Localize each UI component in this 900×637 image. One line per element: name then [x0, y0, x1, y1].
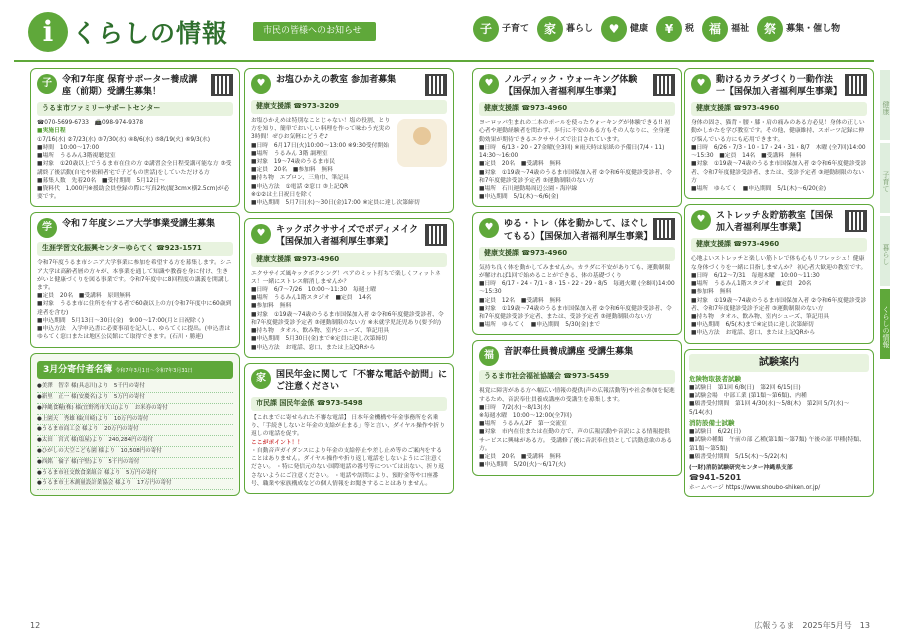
exam-guide [684, 349, 874, 497]
category-icon: ♥ [601, 16, 627, 42]
article-body: 心地よいストレッチと楽しい筋トレで体も心もリフレッシュ！健康な身体づくりを一緒に目指しませんか？ 初心者大歓迎の教室です。 [691, 256, 867, 271]
side-tab[interactable]: 暮らし [880, 216, 890, 286]
detail-row: ■対象 19～74歳のうるま市民 [251, 159, 335, 166]
page-subtitle: 市民の皆様へのお知らせ [253, 22, 376, 41]
detail-row: ■対象 うるま市に住所を有する者で60歳以上の方(令和7年度中に60歳到達者を含む) [37, 301, 232, 316]
schedule-dates: ①7/16(水) ②7/23(水) ③7/30(水) ④8/6(水) ⑤8/19(火) ⑥9/3(水) [37, 136, 211, 143]
detail-row: ●太田 宮式 様(塩屋)より 240,284円の寄付 [37, 436, 233, 447]
detail-row: ■持ち物 エプロン、三角巾、筆記具 [251, 175, 349, 182]
category-label: 子育て [502, 23, 530, 34]
category-0 [473, 16, 529, 42]
qr-code-icon[interactable] [653, 74, 675, 96]
qr-code-icon[interactable] [845, 210, 867, 232]
page-number-left: 12 [30, 620, 41, 630]
cooking-illustration [397, 119, 447, 167]
detail-row: ■対象 ①19歳～74歳のうるま市国保加入者 ②令和6年度健診受診者、令和7年度健診受診予定者 ③運動制限のない方 [691, 297, 867, 312]
article-body: 気持ち良く体を動かしてみませんか。カラダに不安がありても、運動制限が解ければ1回で始めることができる、体の基礎づくり [479, 264, 671, 279]
detail-row: ■申込期間 5月13日～30日(金) 9:00～17:00(月と日祝除く) [37, 317, 205, 324]
health-icon: ♥ [691, 74, 711, 94]
info-icon: i [28, 12, 68, 52]
detail-row: ■日時 6/7～7/26 10:00～11:30 毎週土曜 [251, 287, 377, 293]
exam-homepage[interactable]: ホームページ https://www.shoubo-shiken.or.jp/ [689, 484, 821, 491]
article-body: ヨーロッパ生まれの二本のポールを使ったウォーキングが体験できる!! 初心者や運動経験者を問わず、歩行に不安のある方もその人なりに、全身運動効果が期待できるエクササイズで注目されています。 [479, 120, 671, 143]
kickboxing-article [244, 218, 454, 357]
place: ■場所 うるみん3階視聴覚室 [37, 153, 116, 160]
detail-row: ■申込期間 5/1(木)～6/6(金) [479, 194, 559, 201]
capacity: ■募集人数 先着20名 ■受付期間 5月12日～ [37, 177, 165, 184]
detail-row: ■対象 ①19歳～74歳のうるま市国保加入者 ②令和6年度健診受診者、令和7年度健診受診予定者、または、受診予定者 ③運動制限のない方 [479, 305, 672, 320]
audio-volunteer-article [472, 340, 682, 475]
detail-row: ■定員 20名 ■受講料 無料 [479, 161, 562, 168]
detail-row: ■申込期間 5月7日(水)～30日(金)17:00 ※定員に達し次第締切 [251, 200, 420, 207]
detail-row: ■申込期間 5月30日(金)まで※定員に達し次第締切 [251, 336, 388, 343]
category-3 [656, 16, 694, 42]
category-label: 健康 [630, 23, 649, 34]
childcare-icon: 子 [37, 74, 57, 94]
exam-section-fire-equipment: 消防設備士試験 [689, 418, 735, 427]
article-title: 音訳奉仕員養成講座 受講生募集 [504, 347, 634, 358]
detail-row: ■申込期間 5/20(火)～6/17(火) [479, 462, 566, 469]
detail-row: ■対象 ①19歳～74歳のうるま市国保加入者 ②令和6年度健診受診者、令和7年度健診受診者、または、受診予定者 ③運動制限のない方 [691, 161, 867, 184]
detail-row: ■場所 石川運動場周辺公園・海岸線 [479, 185, 578, 192]
schedule-label: ■実施日程 [37, 128, 66, 135]
donor-title: 3月分寄付者名簿 [43, 364, 113, 375]
organizer: 健康支援課 ☎973-4960 [479, 247, 675, 261]
article-body: 身体の固さ、猫背・腰・膝・肩の痛みのある方必見！身体の正しい動かしかたを学び教室です。その他、健康維持、スポーツ記録に伸び悩んでいる方にも応用できます。 [691, 120, 865, 143]
detail-row: ■試験日 6/22(日) [689, 429, 742, 436]
qr-code-icon[interactable] [845, 74, 867, 96]
movement-class-article [684, 68, 874, 199]
detail-row: ■場所 うるみん 3階 調理室 [251, 150, 328, 157]
article-title: 令和７年度シニア大学事業受講生募集 [62, 219, 216, 230]
detail-row: ■日時 6/17・24・7/1・8・15・22・29・8/5 毎週火曜 (全8回)14:00～15:30 [479, 281, 675, 296]
category-5 [757, 16, 840, 42]
exam-section-hazmat: 危険物取扱者試験 [689, 374, 741, 383]
detail-row: ※①②は土日祝日を除く [251, 191, 313, 198]
detail-row: ■日時 7/2(水)～8/13(水) [479, 404, 551, 411]
detail-row: ●沖縄食糧(株) 様(宜野湾市大山)より お米券の寄付 [37, 404, 233, 415]
exam-contact: (一財)消防試験研究センター沖縄県支部 [689, 464, 793, 471]
detail-row: ■参加料 無料 [691, 289, 732, 296]
detail-row: ●ひがしの大空こども園 様より 10,508円の寄付 [37, 447, 233, 458]
detail-row: ■申込期間 6/5(木)まで※定員に達し次第締切 [691, 322, 814, 329]
childcare-supporter-article [30, 68, 240, 207]
detail-row: ■持ち物 タオル、飲み物、室内シューズ、筆記用具 [691, 313, 830, 320]
detail-row: ■対象 市内在住または在勤の方で、声の広報活動や音訳による情報提供サービスに興味がある方。 受講修了後に音訳奉仕員として活動意欲のある方。 [479, 429, 673, 452]
article-body: エクササイズ風キックボクシング！ペアのミット打ちで楽しくフィットネス！一緒にストレス解消しませんか？ [251, 270, 441, 285]
column-2 [244, 68, 454, 499]
detail-row: ■定員 20名 ■受講料 原則無料 [37, 293, 131, 300]
detail-row: ●西銘 倫子 様(宇堅)より 5千円の寄付 [37, 458, 233, 469]
nordic-walking-article [472, 68, 682, 207]
column-3 [472, 68, 682, 481]
detail-row: ●うるま市社交飲食業組合 様より 5万円の寄付 [37, 469, 233, 480]
detail-row: ■願書受付期間 5/15(木)～5/22(木) [689, 453, 788, 460]
article-body: 令和7年度うるま市シニア大学事業に参加を希望する方を募集します。シニア大学は高齢者層の方々が、本事業を通して知識や教養を身に付け、生きがいと健康づくりを図る事業です。令和7年度中に8回程度の講義を開講します。 [37, 260, 232, 291]
detail-row: ●新里 正一 様(安慶名)より 5万円の寄付 [37, 393, 233, 404]
article-title: お塩ひかえの教室 参加者募集 [276, 75, 397, 85]
category-4 [702, 16, 749, 42]
exam-phone: ☎941-5201 [689, 473, 742, 483]
detail-row: ●うるま市土木測量設計業協会 様より 17万円の寄付 [37, 479, 233, 490]
detail-row: ■申込方法 お電話、窓口、または上記QRから [691, 330, 816, 337]
header-divider [14, 60, 874, 62]
detail-row: ■場所 うるみん1階スタジオ ■定員 20名 [691, 281, 812, 288]
attention-points: ・自動音声ガイダンスにより年金の支給停止や差し止め等のご案内をすることはありません。ダイヤル操作や折り返し電話をしないようにご注意ください。 ・特に発信元のない国際電話の番号等については出ない、折り返さないようにご注意ください。 ・電話や訪問により、預貯金等や口座番号、職業や家族構成などの個人情報をお聞きすることはありません。 [251, 447, 445, 487]
organizer: 市民課 国民年金係 ☎973-5498 [251, 397, 447, 411]
detail-row: ■申込方法 ①電話 ②窓口 ③上記QR [251, 183, 349, 190]
article-body: お塩ひかえめは特別なことじゃない！塩の役割、とり方を知り、簡単でおいしい料理を作って味わう充実の3時間！ぜひお気軽にどうぞ♪ [251, 117, 391, 141]
organizer: 健康支援課 ☎973-4960 [691, 238, 867, 252]
qr-code-icon[interactable] [211, 74, 233, 96]
category-icon: 祭 [757, 16, 783, 42]
category-label: 暮らし [566, 23, 594, 34]
page-number-right: 広報うるま 2025年5月号 13 [754, 620, 870, 630]
category-icon: 家 [537, 16, 563, 42]
detail-row: ●上園天 秀雄 様(川崎)より 10万円の寄付 [37, 415, 233, 426]
yuru-training-article [472, 212, 682, 335]
detail-row: ■場所 ゆらてく ■申込期間 5/30(金)まで [479, 322, 601, 329]
article-title: ストレッチ＆貯筋教室【国保加入者福利厚生事業】 [716, 211, 833, 234]
health-icon: ♥ [251, 224, 271, 244]
article-title: 令和7年度 保育サポーター養成講座（前期）受講生募集！ [62, 75, 198, 98]
category-1 [537, 16, 593, 42]
category-label: 募集・催し物 [786, 23, 841, 34]
category-icon: 子 [473, 16, 499, 42]
article-body: 【これまでに寄せられた不審な電話】 日本年金機構や年金事務所を名乗り、「手続きしないと年金の支給が止まる」等と言い、ダイヤル操作や折り返しの電話を促す。 [251, 414, 446, 438]
fee: ■資料代 1,000円※援助会員登録の際に写真2枚(縦3cm×横2.5cm)が必要です。 [37, 185, 230, 201]
category-icon: 福 [702, 16, 728, 42]
category-legend [473, 16, 840, 42]
organizer: 健康支援課 ☎973-4960 [479, 102, 675, 116]
detail-row: ●美澤 智幸 様(具志川)より 5千円の寄付 [37, 382, 233, 393]
qr-code-icon[interactable] [425, 224, 447, 246]
article-body: 視覚に障害がある方へ幅広い情報の提供(声の広報活動等)や社会参加を促進するため、音訳奉仕員養成講座の受講生を募集します。 [479, 388, 675, 403]
organizer: 健康支援課 ☎973-4960 [691, 102, 867, 116]
detail-row: ■定員 20名 ■参加料 無料 [251, 167, 334, 174]
category-label: 福祉 [731, 23, 750, 34]
category-2 [601, 16, 648, 42]
detail-row: ■試験会場 中部工業 (第1類～第6類)、内種 [689, 393, 807, 400]
target: ■対象 ①20歳以上でうるま市在住の方 ②講習会全日程受講可能な方 ③受講終了後活動(自宅や依頼者宅で子どもの世話)をしていただける方 [37, 161, 232, 176]
category-icon: ¥ [656, 16, 682, 42]
detail-row: ■対象 ①19歳～74歳のうるま市国保加入者 ②令和6年度健診受診者、令和7年度健診受診予定者 ③運動制限のない方 ※未就学児託児あり(要予約) [251, 311, 444, 326]
senior-icon: 学 [37, 218, 57, 238]
organizer: うるま市社会福祉協議会 ☎973-5459 [479, 370, 675, 384]
organizer: 生涯学習文化振興センターゆらてく ☎923-1571 [37, 242, 233, 256]
detail-row: ■場所 うるみん2F 第一交流室 [479, 421, 567, 428]
health-icon: ♥ [251, 74, 271, 94]
detail-row: ■日時 6/12～7/31 毎週木曜 10:00～11:30 [691, 272, 820, 279]
column-1 [30, 68, 240, 501]
detail-row: ※毎週水曜 10:00～12:00(全7回) [479, 412, 572, 419]
salt-class-article [244, 68, 454, 213]
senior-college-article [30, 212, 240, 347]
contact-phone: ☎070-5699-6733 📠098-974-9378 [37, 120, 144, 127]
category-label: 税 [685, 23, 695, 34]
detail-row: ■定員 20名 ■受講料 無料 [479, 454, 562, 461]
article-title: ゆる・トレ（体を動かして、ほぐしてもる）【国保加入者福利厚生事業】 [504, 219, 653, 242]
health-icon: ♥ [479, 74, 499, 94]
page-title: くらしの情報 [72, 19, 229, 48]
article-title: 国民年金に関して「不審な電話や訪問」にご注意ください [276, 369, 448, 392]
detail-row: ■日時 6月17日(火)10:00～13:00 ※9:30受付開始 [251, 142, 389, 149]
organizer: 健康支援課 ☎973-3209 [251, 100, 447, 114]
detail-row: ■場所 ゆらてく ■申込期間 5/1(木)～6/20(金) [691, 185, 827, 192]
side-tab[interactable]: 健康 [880, 70, 890, 140]
detail-row: ■参加料 無料 [251, 303, 292, 310]
article-title: ノルディック・ウォーキング体験【国保加入者福利厚生事業】 [504, 75, 638, 98]
donor-period: 令和7年3月1日～令和7年3月31日 [115, 367, 193, 374]
article-title: 動けるカラダづくり一動作法一【国保加入者福利厚生事業】 [716, 75, 843, 98]
detail-row: ■申込方法 入学申込書に必要事項を記入し、ゆらてくに提出。(申込書はゆらてく窓口または地区公民館にて取得できます。(石川・勝連) [37, 326, 231, 341]
house-icon: 家 [251, 369, 271, 389]
detail-row: ■場所 うるみん1階スタジオ ■定員 14名 [251, 295, 372, 302]
detail-row: ■願書受付期間 第1回 4/30(水)～5/8(木) 第2回 5/7(水)～5/14(水) [689, 401, 850, 416]
detail-row: ■申込方法 お電話、窓口、または上記QRから [251, 344, 376, 351]
detail-row: ■試験日 第1回 6/8(日) 第2回 6/15(日) [689, 385, 801, 391]
detail-row: ■日時 6/26・7/3・10・17・24・31・8/7 木曜 (全7回)14:00～15:30 ■定員 14名 ■受講料 無料 [691, 144, 866, 160]
detail-row: ■定員 12名 ■受講料 無料 [479, 297, 562, 304]
stretch-class-article [684, 204, 874, 343]
qr-code-icon[interactable] [425, 74, 447, 96]
welfare-icon: 福 [479, 346, 499, 366]
header [0, 0, 900, 64]
qr-code-icon[interactable] [653, 218, 675, 240]
side-tab[interactable]: 子育て [880, 143, 890, 213]
exam-title: 試験案内 [689, 354, 869, 372]
organizer: うるま市ファミリーサポートセンター [37, 102, 233, 116]
attention-heading: ここがポイント！！ [251, 439, 304, 446]
time: ■時間 10:00～17:00 [37, 144, 100, 151]
article-title: キックボクササイズでボディメイク【国保加入者福利厚生事業】 [276, 225, 419, 248]
donor-list [30, 353, 240, 497]
column-4 [684, 68, 874, 497]
detail-row: ■対象 ①19歳～74歳のうるま市国保加入者 ②令和6年度健診受診者、令和7年度健診受診予定者 ③運動制限のない方 [479, 169, 672, 184]
health-icon: ♥ [479, 218, 499, 238]
side-tabs [880, 70, 900, 362]
health-icon: ♥ [691, 210, 711, 230]
organizer: 健康支援課 ☎973-4960 [251, 253, 447, 267]
pension-scam-article [244, 363, 454, 494]
detail-row: ■持ち物 タオル、飲み物、室内シューズ、筆記用具 [251, 328, 390, 335]
detail-row: ●うるま市商工会 様より 20万円の寄付 [37, 425, 233, 436]
detail-row: ■試験の種類 午前の部 乙種(第1類～第7類) 午後の部 甲種(特類、第1類～第5類) [689, 437, 865, 452]
detail-row: ■日時 6/13・20・27金曜(全3回) ※雨天時は原紙の予備日(7/4・11) 14:30～16:00 [479, 144, 671, 160]
side-tab[interactable]: くらしの情報 [880, 289, 890, 359]
